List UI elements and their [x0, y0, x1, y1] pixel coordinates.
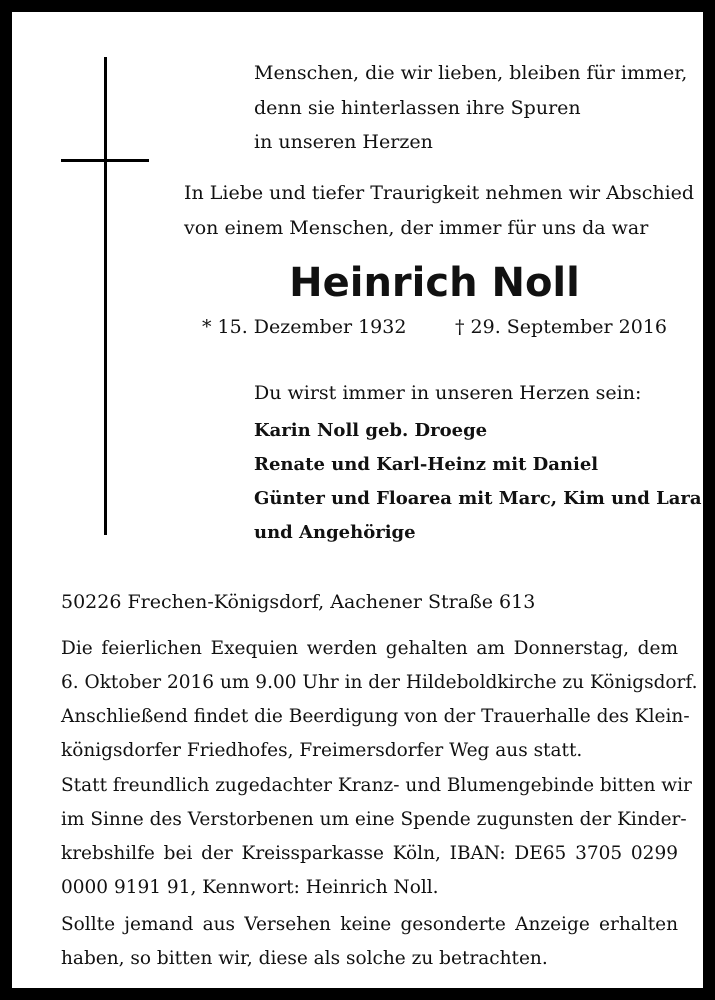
paragraph-line: Statt freundlich zugedachter Kranz- und Blumengebinde bitten wir	[61, 775, 692, 796]
farewell-line: Du wirst immer in unseren Herzen sein:	[254, 382, 642, 404]
paragraph-line: Anschließend findet die Beerdigung von der Trauerhalle des Klein-	[61, 706, 690, 727]
paragraph-line: haben, so bitten wir, diese als solche zu betrachten.	[61, 948, 548, 969]
paragraph-line: 0000 9191 91, Kennwort: Heinrich Noll.	[61, 877, 439, 898]
paragraph-line: krebshilfe bei der Kreissparkasse Köln, IBAN: DE65 3705 0299	[61, 843, 678, 864]
poem	[254, 56, 687, 160]
intro-line: von einem Menschen, der immer für uns da war	[184, 217, 649, 239]
paragraph-line: königsdorfer Friedhofes, Freimersdorfer Weg aus statt.	[61, 740, 583, 761]
paragraph-line: im Sinne des Verstorbenen um eine Spende zugunsten der Kinder-	[61, 809, 687, 830]
poem-line: denn sie hinterlassen ihre Spuren	[254, 96, 581, 119]
intro-text	[184, 176, 694, 246]
family-member: Günter und Floarea mit Marc, Kim und Lara	[254, 488, 702, 509]
poem-line: Menschen, die wir lieben, bleiben für immer,	[254, 62, 688, 84]
family-member: und Angehörige	[254, 522, 416, 543]
birth-date: * 15. Dezember 1932	[202, 316, 407, 338]
service-paragraph	[61, 632, 698, 768]
paragraph-line: Sollte jemand aus Versehen keine gesonderte Anzeige erhalten	[61, 914, 678, 935]
paragraph-line: 6. Oktober 2016 um 9.00 Uhr in der Hildeboldkirche zu Königsdorf.	[61, 672, 698, 693]
paragraph-line: Die feierlichen Exequien werden gehalten am Donnerstag, dem	[61, 638, 678, 659]
poem-line: in unseren Herzen	[254, 131, 433, 153]
address: 50226 Frechen-Königsdorf, Aachener Straße 613	[61, 591, 536, 613]
deceased-name: Heinrich Noll	[289, 260, 580, 306]
death-date: † 29. September 2016	[455, 316, 667, 338]
cross-icon-horizontal-bar	[61, 159, 149, 162]
family-member: Karin Noll geb. Droege	[254, 420, 488, 441]
family-list	[254, 414, 702, 550]
family-member: Renate und Karl-Heinz mit Daniel	[254, 454, 599, 475]
notice-paragraph	[61, 908, 678, 976]
intro-line: In Liebe und tiefer Traurigkeit nehmen wir Abschied	[184, 182, 695, 204]
donation-paragraph	[61, 769, 692, 905]
